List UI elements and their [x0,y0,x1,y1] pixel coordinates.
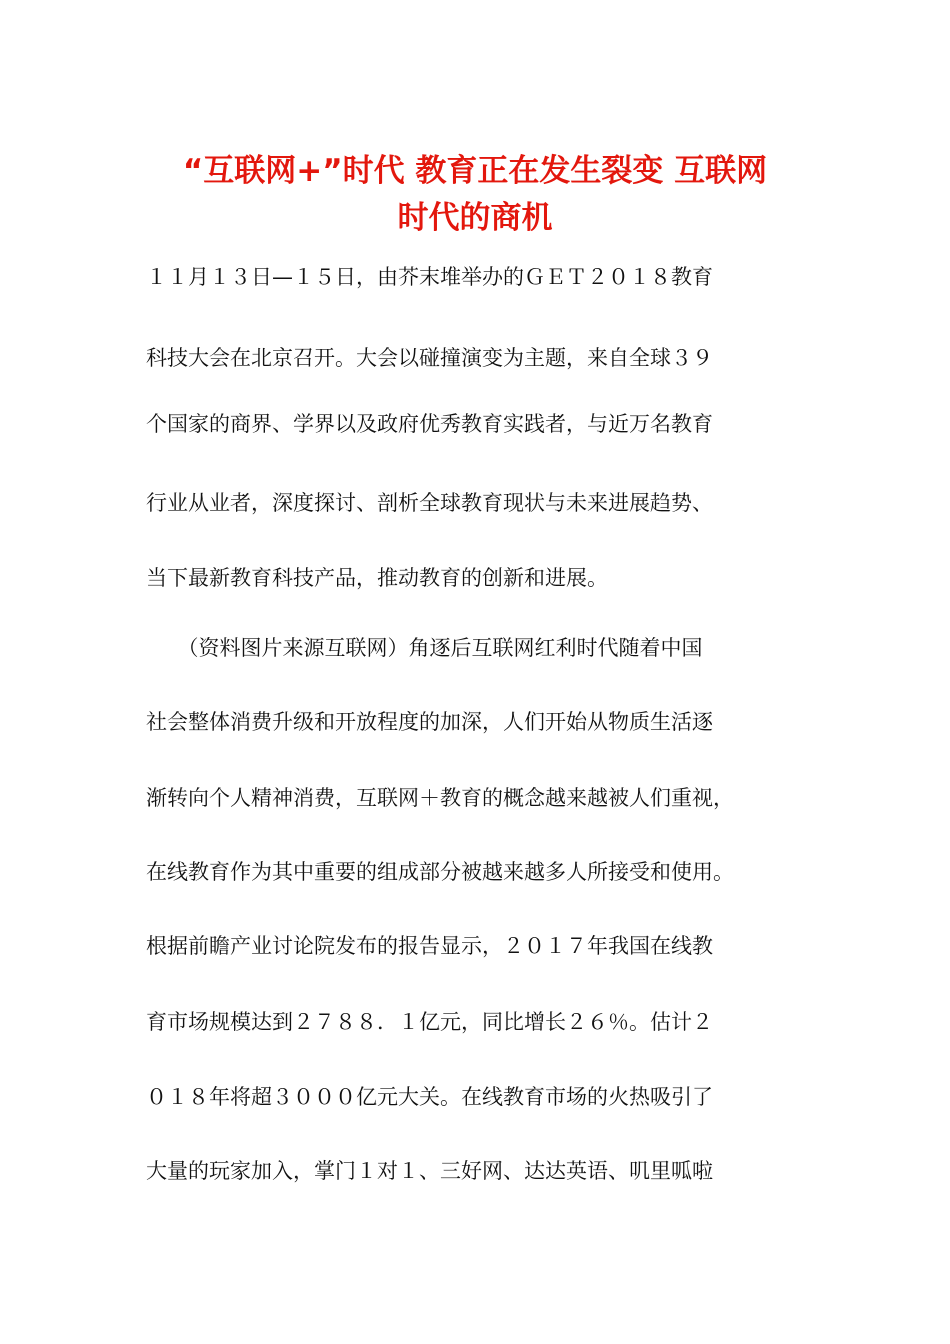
body-text-line: 社会整体消费升级和开放程度的加深，人们开始从物质生活逐 [146,710,713,734]
document-title-line-2: 时代的商机 [397,200,553,236]
body-text-line: 渐转向个人精神消费，互联网＋教育的概念越来越被人们重视， [146,786,734,810]
document-title-line-1: “互联网+”时代 教育正在发生裂变 互联网 [182,153,768,189]
body-text-line: 当下最新教育科技产品，推动教育的创新和进展。 [146,566,608,590]
body-text-line: 行业从业者，深度探讨、剖析全球教育现状与未来进展趋势、 [146,491,713,515]
body-text-line: 根据前瞻产业讨论院发布的报告显示，２０１７年我国在线教 [146,934,713,958]
body-text-line: （资料图片来源互联网）角逐后互联网红利时代随着中国 [146,636,703,660]
body-text-line: 育市场规模达到２７８８．１亿元，同比增长２６％。估计２ [146,1010,713,1034]
body-text-line: １１月１３日—１５日，由芥末堆举办的ＧＥＴ２０１８教育 [146,265,713,289]
body-text-line: 科技大会在北京召开。大会以碰撞演变为主题，来自全球３９ [146,346,713,370]
body-text-line: ０１８年将超３０００亿元大关。在线教育市场的火热吸引了 [146,1085,713,1109]
body-text-line: 大量的玩家加入，掌门１对１、三好网、达达英语、叽里呱啦 [146,1159,713,1183]
body-text-line: 在线教育作为其中重要的组成部分被越来越多人所接受和使用。 [146,860,734,884]
body-text-line: 个国家的商界、学界以及政府优秀教育实践者，与近万名教育 [146,412,713,436]
